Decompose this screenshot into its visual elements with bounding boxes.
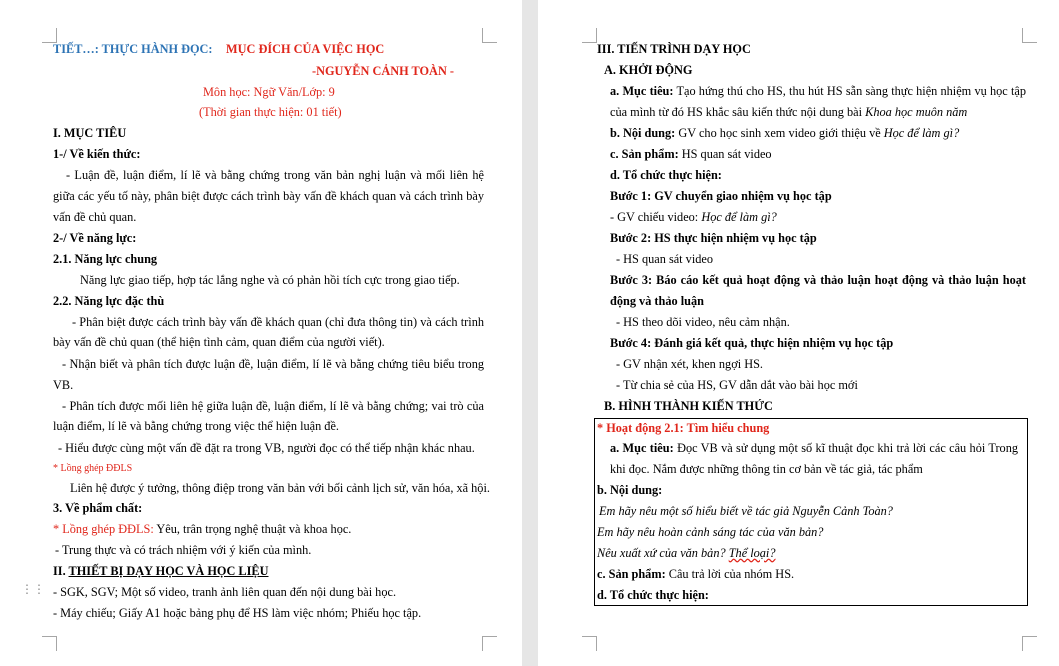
heading-prefix: II. — [53, 564, 66, 578]
question-line: Em hãy nêu một số hiểu biết về tác giả Nguyễn Cảnh Toàn? — [599, 504, 893, 518]
qualities-text: Yêu, trân trọng nghệ thuật và khoa học. — [156, 522, 352, 536]
start-goal-line — [610, 104, 967, 120]
equipment-line: - Máy chiếu; Giấy A1 hoặc bảng phụ để HS làm việc nhóm; Phiếu học tập. — [53, 606, 422, 620]
question-genre: Thể loại? — [728, 546, 776, 560]
integration-text: Liên hệ được ý tưởng, thông điệp trong văn bản với bối cảnh lịch sử, văn hóa, xã hội. — [70, 481, 490, 495]
knowledge-heading: B. HÌNH THÀNH KIẾN THỨC — [604, 399, 773, 413]
document-page-left — [0, 0, 522, 666]
activity-product-line — [597, 566, 794, 582]
qualities-line: - Trung thực và có trách nhiệm với ý kiến của mình. — [55, 543, 312, 557]
lesson-title: MỤC ĐÍCH CỦA VIỆC HỌC — [226, 42, 385, 56]
goal-italic: Khoa học muôn năm — [865, 105, 968, 119]
activity-org-label: d. Tổ chức thực hiện: — [597, 588, 709, 602]
activity-product-label: c. Sản phẩm: — [597, 567, 666, 581]
specific-ability-heading: 2.2. Năng lực đặc thù — [53, 294, 165, 308]
section-heading-equipment — [53, 563, 269, 579]
activity-goal-line: khi đọc. Nắm được những thông tin cơ bản về tác giả, tác phẩm — [610, 462, 923, 476]
activity-product-text: Câu trả lời của nhóm HS. — [668, 567, 795, 581]
specific-ability-line: - Nhận biết và phân tích được luận đề, luận điểm, lí lẽ và bằng chứng tiêu biểu trong — [62, 357, 484, 371]
goal-text: Tạo hứng thú cho HS, thu hút HS sẵn sàng thực hiện nhiệm vụ học tập — [676, 84, 1026, 98]
step3-text: - HS theo dõi video, nêu cảm nhận. — [616, 315, 790, 329]
knowledge-line: vấn đề chủ quan. — [53, 210, 137, 224]
start-org-label: d. Tổ chức thực hiện: — [610, 168, 722, 182]
question-origin: Nêu xuất xứ của văn bản? — [597, 546, 726, 560]
knowledge-heading: 1-/ Về kiến thức: — [53, 147, 141, 161]
activity-goal-text: Đọc VB và sử dụng một số kĩ thuật đọc khi trả lời các câu hỏi Trong — [677, 441, 1018, 455]
content-label: b. Nội dung: — [610, 126, 676, 140]
author-line: -NGUYỄN CẢNH TOÀN - — [312, 64, 454, 78]
step4-text: - GV nhận xét, khen ngợi HS. — [616, 357, 763, 371]
step1-label: Bước 1: GV chuyển giao nhiệm vụ học tập — [610, 189, 832, 203]
crop-mark — [1022, 636, 1037, 651]
crop-mark — [42, 636, 57, 651]
drag-grip-icon[interactable]: ⋮⋮ — [21, 582, 45, 596]
question-line — [597, 545, 776, 561]
specific-ability-line: - Hiểu được cùng một vấn đề đặt ra trong VB, người đọc có thể tiếp nhận khác nhau. — [58, 441, 475, 455]
step1-italic: Học để làm gì? — [701, 210, 777, 224]
specific-ability-line: - Phân tích được mối liên hệ giữa luận đề, luận điểm, lí lẽ và bằng chứng; vai trò của — [62, 399, 484, 413]
start-goal-line — [610, 83, 1026, 99]
content-text: GV cho học sinh xem video giới thiệu về — [678, 126, 881, 140]
crop-mark — [482, 28, 497, 43]
equipment-heading-text: THIẾT BỊ DẠY HỌC VÀ HỌC LIỆU — [68, 564, 269, 578]
section-heading-process: III. TIẾN TRÌNH DẠY HỌC — [597, 42, 751, 56]
step3-label: Bước 3: Báo cáo kết quả hoạt động và thảo luận hoạt động và thảo luận hoạt — [610, 273, 1026, 287]
document-page-right — [538, 0, 1059, 666]
knowledge-line: giữa các yếu tố này, phân biệt được cách trình bày vấn đề khách quan và cách trình bày — [53, 189, 484, 203]
lesson-label: TIẾT…: THỰC HÀNH ĐỌC: — [53, 42, 213, 56]
specific-ability-line: luận điểm, lí lẽ và bằng chứng trong việc thể hiện luận đề. — [53, 419, 339, 433]
subject-line: Môn học: Ngữ Văn/Lớp: 9 — [203, 85, 335, 99]
step3-label-cont: động và thảo luận — [610, 294, 704, 308]
specific-ability-line: VB. — [53, 378, 74, 392]
duration-line: (Thời gian thực hiện: 01 tiết) — [199, 105, 342, 119]
activity-title: * Hoạt động 2.1: Tìm hiểu chung — [597, 421, 770, 435]
product-label: c. Sản phẩm: — [610, 147, 679, 161]
step4-label: Bước 4: Đánh giá kết quả, thực hiện nhiệm vụ học tập — [610, 336, 894, 350]
integration-label: * Lồng ghép ĐĐLS: — [53, 522, 154, 536]
qualities-line — [53, 521, 351, 537]
step2-label: Bước 2: HS thực hiện nhiệm vụ học tập — [610, 231, 817, 245]
integration-note: * Lồng ghép ĐĐLS — [53, 463, 133, 474]
goal-text2: của mình từ đó HS khắc sâu kiến thức nội dung bài — [610, 105, 863, 119]
start-heading: A. KHỞI ĐỘNG — [604, 63, 693, 77]
product-text: HS quan sát video — [681, 147, 772, 161]
step1-line — [610, 209, 777, 225]
step1-text: - GV chiếu video: — [610, 210, 699, 224]
crop-mark — [582, 636, 597, 651]
crop-mark — [1022, 28, 1037, 43]
qualities-heading: 3. Về phẩm chất: — [53, 501, 143, 515]
activity-goal-line — [610, 440, 1018, 456]
step4-text: - Từ chia sẻ của HS, GV dẫn dắt vào bài học mới — [616, 378, 858, 392]
content-italic: Học để làm gì? — [883, 126, 960, 140]
crop-mark — [482, 636, 497, 651]
start-content-line — [610, 125, 959, 141]
equipment-line: - SGK, SGV; Một số video, tranh ảnh liên quan đến nội dung bài học. — [53, 585, 397, 599]
question-line: Em hãy nêu hoàn cảnh sáng tác của văn bản? — [597, 525, 824, 539]
goal-label: a. Mục tiêu: — [610, 84, 674, 98]
crop-mark — [582, 28, 597, 43]
specific-ability-line: - Phân biệt được cách trình bày vấn đề khách quan (chỉ đưa thông tin) và cách trình — [72, 315, 484, 329]
step2-text: - HS quan sát video — [616, 252, 713, 266]
activity-goal-label: a. Mục tiêu: — [610, 441, 674, 455]
general-ability-text: Năng lực giao tiếp, hợp tác lắng nghe và có phản hồi tích cực trong giao tiếp. — [80, 273, 460, 287]
section-heading-objectives: I. MỤC TIÊU — [53, 126, 127, 140]
start-product-line — [610, 146, 772, 162]
activity-content-label: b. Nội dung: — [597, 483, 663, 497]
general-ability-heading: 2.1. Năng lực chung — [53, 252, 158, 266]
knowledge-line: - Luận đề, luận điểm, lí lẽ và bằng chứng trong văn bản nghị luận và mối liên hệ — [66, 168, 484, 182]
ability-heading: 2-/ Về năng lực: — [53, 231, 137, 245]
specific-ability-line: bày vấn đề chủ quan (thể hiện tình cảm, quan điểm của người viết). — [53, 335, 385, 349]
